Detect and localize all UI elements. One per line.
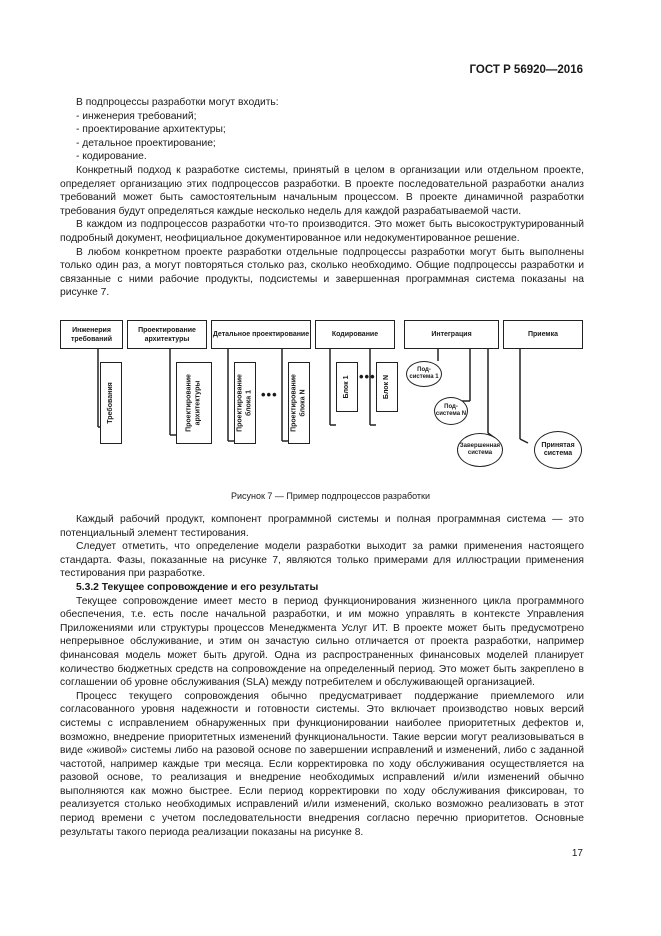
paragraph: Следует отметить, что определение модели разработки выходит за рамки применения настоящего стандарта. Фазы, показанные на рисунке 7, являются только примерами для иллюстрации применения тестирования при разработке. <box>60 541 584 580</box>
product-requirements <box>100 362 122 444</box>
page-number: 17 <box>571 848 583 859</box>
product-block-n <box>376 362 398 412</box>
accepted-system: Принятая система <box>534 431 582 469</box>
subsystem-n: Под-система N <box>434 397 468 425</box>
list-item: - детальное проектирование; <box>76 137 216 149</box>
product-label: Блок N <box>382 374 390 400</box>
document-header: ГОСТ Р 56920—2016 <box>469 64 583 76</box>
product-label: Проектирование блока N <box>290 374 306 432</box>
intro-paragraph: В подпроцессы разработки могут входить: <box>76 97 279 108</box>
text-block-bottom <box>60 513 584 839</box>
paragraph: В любом конкретном проекте разработки отдельные подпроцессы разработки могут быть выполнены только один раз, а могут повторяться столько раз, сколько необходимо. Общие подпроцессы разработки и связанные с ними рабочие продукты, подсистемы и завершенная программная система показаны на рисунке 7. <box>60 246 584 299</box>
section-heading: 5.3.2 Текущее сопровождение и его результаты <box>76 581 319 593</box>
finished-system: Завершенная система <box>457 433 503 467</box>
product-architecture-design <box>176 362 212 444</box>
ellipsis: ••• <box>359 369 376 384</box>
paragraph: Каждый рабочий продукт, компонент программной системы и полная программная система — это потенциальный элемент тестирования. <box>60 514 584 539</box>
paragraph: Процесс текущего сопровождения обычно предусматривает поддержание приемлемого или согласованного уровня надежности и готовности системы. Это включает производство новых версий системы с исправлением обнаруженных при функционировании наиболее приоритетных дефектов и, возможно, внедрение приоритетных изменений функциональности. Такие версии могут реализовываться в виде «живой» системы либо на разовой основе по завершении исправлений и изменений, либо с заданной частотой, например каждые три месяца. Если корректировка по ходу обслуживания осуществляется на разовой основе, то реализация и внедрение необходимых исправлений и/или изменений обычно выполняются как можно быстрее. Если период корректировки по ходу обслуживания фиксирован, то реализуется столько необходимых исправлений и/или изменений, сколько возможно реализовать в этот период времени с учетом последовательности внедрения согласно перечню приоритетов. Основные результаты такого периода реализации показаны на рисунке 8. <box>60 690 584 838</box>
phase-requirements-engineering: Инженерия требований <box>60 320 123 349</box>
paragraph: Конкретный подход к разработке системы, принятый в целом в организации или отдельном проекте, определяет организацию этих подпроцессов разработки. В проекте последовательной разработки анализ требований может быть самостоятельным начальным процессом. В проекте динамичной разработки требования будут определяться каждые несколько недель для каждой разрабатываемой части. <box>60 164 584 217</box>
subsystem-1: Под-система 1 <box>406 361 442 387</box>
phase-coding: Кодирование <box>315 320 395 349</box>
phase-acceptance: Приемка <box>503 320 583 349</box>
product-label: Проектирование архитектуры <box>185 374 201 432</box>
list-item: - проектирование архитектуры; <box>76 124 226 136</box>
list-item: - кодирование. <box>76 151 147 163</box>
product-label: Проектирование блока 1 <box>236 374 252 432</box>
product-block-1 <box>336 362 358 412</box>
phase-architecture-design: Проектирование архитектуры <box>127 320 207 349</box>
phase-integration: Интеграция <box>404 320 499 349</box>
figure-7-diagram <box>60 315 590 490</box>
text-block-top <box>60 96 584 300</box>
phase-detailed-design: Детальное проектирование <box>211 320 311 349</box>
product-block-n-design <box>288 362 310 444</box>
paragraph: В каждом из подпроцессов разработки что-то производится. Это может быть высокоструктурированный подробный документ, неофициальное документированное или недокументированное решение. <box>60 219 584 244</box>
ellipsis: ••• <box>261 387 278 402</box>
paragraph: Текущее сопровождение имеет место в период функционирования жизненного цикла программного обеспечения, т.е. есть после начальной разработки, и им можно управлять в контексте Управления Приложениями или структуры процессов Менеджмента Услуг ИТ. В проекте может быть предусмотрено непрерывное обслуживание, и этим он зачастую сильно отличается от проекта разработки, например финансовая модель может быть другой. Одна из распространенных финансовых моделей планирует количество бюджетных средств на сопровождение на определенный период. Это может быть закреплено в соглашении об уровне обслуживания (SLA) между потребителем и обслуживающей организацией. <box>60 595 584 689</box>
product-label: Блок 1 <box>342 375 350 399</box>
figure-caption: Рисунок 7 — Пример подпроцессов разработки <box>230 491 430 501</box>
product-block-1-design <box>234 362 256 444</box>
list-item: - инженерия требований; <box>76 110 197 122</box>
connector-line <box>520 439 528 443</box>
product-label: Требования <box>106 382 114 424</box>
